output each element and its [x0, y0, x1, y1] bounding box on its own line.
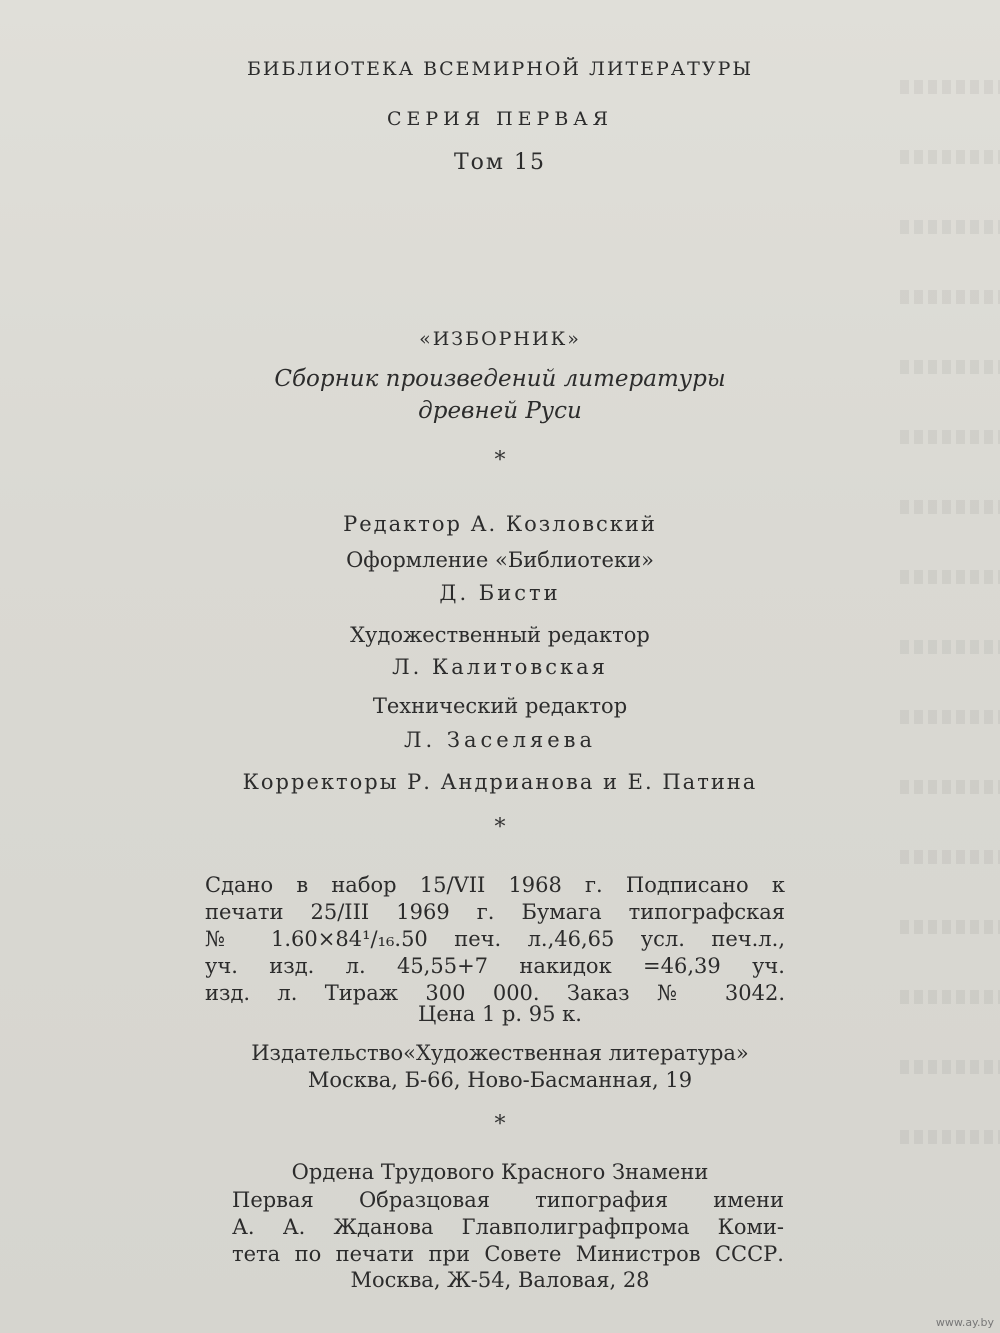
proofreaders-credit: Корректоры Р. Андрианова и Е. Патина [242, 770, 758, 794]
print-info-block [205, 872, 785, 1007]
art-editor-name: Л. Калитовская [392, 655, 608, 679]
series-library-title: БИБЛИОТЕКА ВСЕМИРНОЙ ЛИТЕРАТУРЫ [246, 58, 754, 80]
work-subtitle-line1: Сборник произведений литературы [274, 366, 726, 392]
separator-asterisk-1: * [494, 448, 506, 473]
design-name: Д. Бисти [439, 581, 561, 605]
print-info-line-2: печати 25/III 1969 г. Бумага типографская [205, 900, 785, 924]
watermark: www.ay.by [935, 1316, 994, 1329]
work-subtitle-line2: древней Руси [418, 398, 582, 424]
printer-line-4: тета по печати при Совете Министров СССР. [232, 1242, 784, 1266]
price: Цена 1 р. 95 к. [418, 1002, 582, 1026]
printer-block [232, 1187, 784, 1268]
printer-line-1: Ордена Трудового Красного Знамени [291, 1160, 709, 1184]
art-editor-label: Художественный редактор [350, 623, 650, 647]
editor-credit: Редактор А. Козловский [343, 512, 657, 536]
publisher-name: Издательство«Художественная литература» [251, 1041, 749, 1065]
separator-asterisk-2: * [494, 815, 506, 840]
print-info-line-4: уч. изд. л. 45,55+7 накидок =46,39 уч. [205, 954, 785, 978]
printer-line-2: Первая Образцовая типография имени [232, 1188, 784, 1212]
work-title: «ИЗБОРНИК» [419, 328, 581, 350]
print-info-line-1: Сдано в набор 15/VII 1968 г. Подписано к [205, 873, 785, 897]
design-label: Оформление «Библиотеки» [346, 548, 654, 572]
separator-asterisk-3: * [494, 1112, 506, 1137]
printer-line-3: А. А. Жданова Главполиграфпрома Коми- [232, 1215, 784, 1239]
printer-line-5: Москва, Ж-54, Валовая, 28 [350, 1268, 650, 1292]
print-info-line-5: изд. л. Тираж 300 000. Заказ № 3042. [205, 981, 785, 1005]
tech-editor-name: Л. Заселяева [403, 728, 597, 752]
tech-editor-label: Технический редактор [372, 694, 628, 718]
print-info-line-3: № 1.60×84¹/₁₆.50 печ. л.,46,65 усл. печ.л., [205, 927, 785, 951]
series-first-title: СЕРИЯ ПЕРВАЯ [386, 108, 614, 130]
volume-number: Том 15 [453, 150, 547, 175]
publisher-address: Москва, Б-66, Ново-Басманная, 19 [307, 1068, 693, 1092]
